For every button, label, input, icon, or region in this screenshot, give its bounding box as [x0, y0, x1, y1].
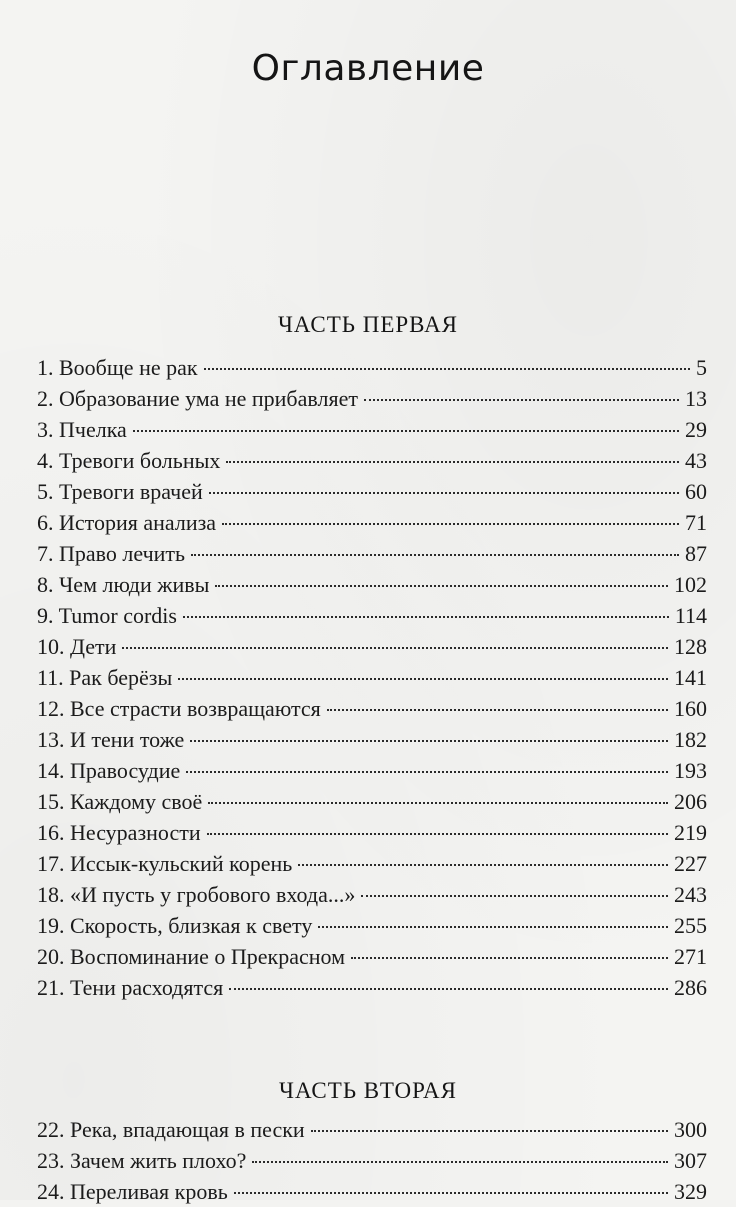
toc-entry [37, 724, 707, 755]
dot-leader [215, 585, 668, 587]
toc-entry-page-number: 182 [674, 727, 707, 752]
toc-entry-page-number: 13 [685, 386, 707, 411]
toc-entry-title: 23. Зачем жить плохо? [37, 1148, 247, 1173]
toc-entry-title: 16. Несуразности [37, 820, 201, 845]
toc-entry [37, 879, 707, 910]
toc-entry-page-number: 43 [685, 448, 707, 473]
toc-entry-page-number: 141 [674, 665, 707, 690]
toc-entry [37, 383, 707, 414]
page-title: Оглавление [251, 48, 485, 89]
toc-entry-page-number: 307 [674, 1148, 707, 1173]
dot-leader [190, 740, 668, 742]
dot-leader [133, 430, 679, 432]
toc-entry [37, 786, 707, 817]
toc-part-two [37, 1114, 707, 1207]
dot-leader [183, 616, 669, 618]
toc-entry [37, 569, 707, 600]
toc-entry-title: 14. Правосудие [37, 758, 181, 783]
toc-entry-page-number: 87 [685, 541, 707, 566]
dot-leader [364, 399, 679, 401]
dot-leader [207, 833, 668, 835]
dot-leader [226, 461, 679, 463]
dot-leader [229, 988, 668, 990]
toc-entry-title: 18. «И пусть у гробового входа...» [37, 882, 356, 907]
dot-leader [208, 802, 668, 804]
dot-leader [234, 1192, 668, 1194]
toc-entry-page-number: 219 [674, 820, 707, 845]
toc-entry-title: 15. Каждому своё [37, 789, 203, 814]
toc-entry [37, 817, 707, 848]
toc-entry-title: 1. Вообще не рак [37, 355, 198, 380]
toc-entry [37, 631, 707, 662]
toc-entry [37, 662, 707, 693]
dot-leader [361, 895, 668, 897]
dot-leader [178, 678, 668, 680]
dot-leader [351, 957, 668, 959]
toc-entry [37, 1176, 707, 1207]
toc-entry-page-number: 60 [685, 479, 707, 504]
dot-leader [191, 554, 679, 556]
toc-entry [37, 538, 707, 569]
part-two-heading: ЧАСТЬ ВТОРАЯ [279, 1078, 457, 1103]
toc-entry-page-number: 102 [674, 572, 707, 597]
toc-entry-title: 11. Рак берёзы [37, 665, 173, 690]
dot-leader [252, 1161, 668, 1163]
toc-entry [37, 507, 707, 538]
toc-entry-page-number: 29 [685, 417, 707, 442]
dot-leader [311, 1130, 668, 1132]
toc-entry-title: 7. Право лечить [37, 541, 186, 566]
dot-leader [318, 926, 668, 928]
toc-entry-title: 4. Тревоги больных [37, 448, 221, 473]
toc-entry-title: 5. Тревоги врачей [37, 479, 203, 504]
toc-entry-page-number: 227 [674, 851, 707, 876]
toc-entry-title: 10. Дети [37, 634, 117, 659]
toc-entry-title: 12. Все страсти возвращаются [37, 696, 321, 721]
toc-entry-title: 19. Скорость, близкая к свету [37, 913, 313, 938]
toc-entry-page-number: 193 [674, 758, 707, 783]
part-one-heading: ЧАСТЬ ПЕРВАЯ [277, 312, 459, 337]
toc-entry-title: 17. Иссык-кульский корень [37, 851, 293, 876]
toc-entry-page-number: 5 [696, 355, 707, 380]
toc-entry-title: 24. Переливая кровь [37, 1179, 228, 1204]
toc-entry-title: 22. Река, впадающая в пески [37, 1117, 305, 1142]
toc-entry-title: 21. Тени расходятся [37, 975, 224, 1000]
dot-leader [327, 709, 668, 711]
toc-entry-page-number: 206 [674, 789, 707, 814]
dot-leader [222, 523, 679, 525]
toc-part-one [37, 352, 707, 1003]
toc-entry [37, 848, 707, 879]
toc-entry [37, 693, 707, 724]
toc-entry-title: 8. Чем люди живы [37, 572, 210, 597]
dot-leader [298, 864, 668, 866]
dot-leader [209, 492, 679, 494]
toc-entry-title: 6. История анализа [37, 510, 217, 535]
toc-entry [37, 910, 707, 941]
toc-entry [37, 414, 707, 445]
toc-entry [37, 600, 707, 631]
toc-entry [37, 972, 707, 1003]
dot-leader [204, 368, 690, 370]
toc-entry [37, 1114, 707, 1145]
toc-entry [37, 476, 707, 507]
toc-entry-page-number: 300 [674, 1117, 707, 1142]
toc-entry-page-number: 255 [674, 913, 707, 938]
toc-entry [37, 352, 707, 383]
toc-entry-page-number: 114 [674, 603, 707, 628]
toc-entry-page-number: 160 [674, 696, 707, 721]
toc-entry-page-number: 286 [674, 975, 707, 1000]
toc-entry [37, 941, 707, 972]
toc-entry [37, 755, 707, 786]
toc-entry-title: 20. Воспоминание о Прекрасном [37, 944, 346, 969]
toc-entry-title: 3. Пчелка [37, 417, 127, 442]
toc-entry-page-number: 128 [674, 634, 707, 659]
toc-entry [37, 1145, 707, 1176]
toc-entry-page-number: 329 [674, 1179, 707, 1204]
toc-entry-title: 13. И тени тоже [37, 727, 185, 752]
toc-entry [37, 445, 707, 476]
toc-entry-page-number: 271 [674, 944, 707, 969]
toc-entry-title: 9. Tumor cordis [37, 603, 177, 628]
dot-leader [122, 647, 668, 649]
toc-entry-title: 2. Образование ума не прибавляет [37, 386, 358, 411]
toc-entry-page-number: 71 [685, 510, 707, 535]
dot-leader [186, 771, 668, 773]
toc-entry-page-number: 243 [674, 882, 707, 907]
